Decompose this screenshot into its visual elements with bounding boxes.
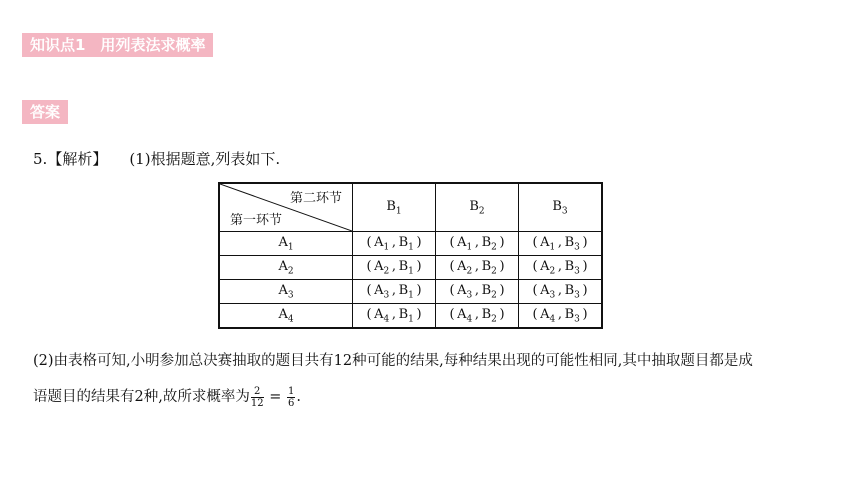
- table-row: [219, 256, 602, 280]
- table-row: [219, 280, 602, 304]
- table-row: [219, 304, 602, 329]
- row-label: $A_2$: [219, 256, 353, 280]
- table-cell: ( $A_3$ , $B_2$ ): [436, 280, 519, 304]
- knowledge-point-tag: 知识点1 用列表法求概率: [22, 33, 213, 57]
- end-period: .: [296, 389, 301, 405]
- column-header-b2: $B_2$: [436, 183, 519, 232]
- row-label: $A_1$: [219, 232, 353, 256]
- column-header-b1: $B_1$: [353, 183, 436, 232]
- table-cell: ( $A_1$ , $B_3$ ): [519, 232, 603, 256]
- table-cell: ( $A_4$ , $B_3$ ): [519, 304, 603, 329]
- equals-sign: =: [269, 389, 282, 405]
- table-cell: ( $A_3$ , $B_1$ ): [353, 280, 436, 304]
- question-number: 5.: [33, 150, 48, 168]
- row-label: $A_4$: [219, 304, 353, 329]
- fraction-two-twelfths: $\frac{2}{12}$: [250, 385, 264, 409]
- row-label: $A_3$: [219, 280, 353, 304]
- solution-part2-line1: (2)由表格可知,小明参加总决赛抽取的题目共有12种可能的结果,每种结果出现的可能性相同,其中抽取题目都是成: [33, 353, 753, 369]
- corner-label-second-stage: 第二环节: [289, 191, 342, 206]
- solution-part2-line2: [33, 385, 301, 409]
- table-cell: ( $A_2$ , $B_2$ ): [436, 256, 519, 280]
- table-row: [219, 232, 602, 256]
- table-cell: ( $A_2$ , $B_3$ ): [519, 256, 603, 280]
- table-body: [219, 232, 602, 329]
- answer-tag: 答案: [22, 100, 68, 124]
- table-cell: ( $A_3$ , $B_3$ ): [519, 280, 603, 304]
- table-cell: ( $A_2$ , $B_1$ ): [353, 256, 436, 280]
- table-cell: ( $A_4$ , $B_1$ ): [353, 304, 436, 329]
- table-corner-cell: [219, 183, 353, 232]
- table-header-row: [219, 183, 602, 232]
- analysis-label: 【解析】: [47, 150, 108, 168]
- solution-part1-line: [33, 148, 280, 169]
- fraction-one-sixth: $\frac{1}{6}$: [287, 385, 295, 409]
- column-header-b3: $B_3$: [519, 183, 603, 232]
- table-cell: ( $A_1$ , $B_2$ ): [436, 232, 519, 256]
- outcome-table: [218, 182, 603, 329]
- table-cell: ( $A_1$ , $B_1$ ): [353, 232, 436, 256]
- table-cell: ( $A_4$ , $B_2$ ): [436, 304, 519, 329]
- part1-text: (1)根据题意,列表如下.: [129, 150, 281, 168]
- corner-label-first-stage: 第一环节: [230, 213, 283, 228]
- part2-line2-text: 语题目的结果有2种,故所求概率为: [33, 389, 250, 405]
